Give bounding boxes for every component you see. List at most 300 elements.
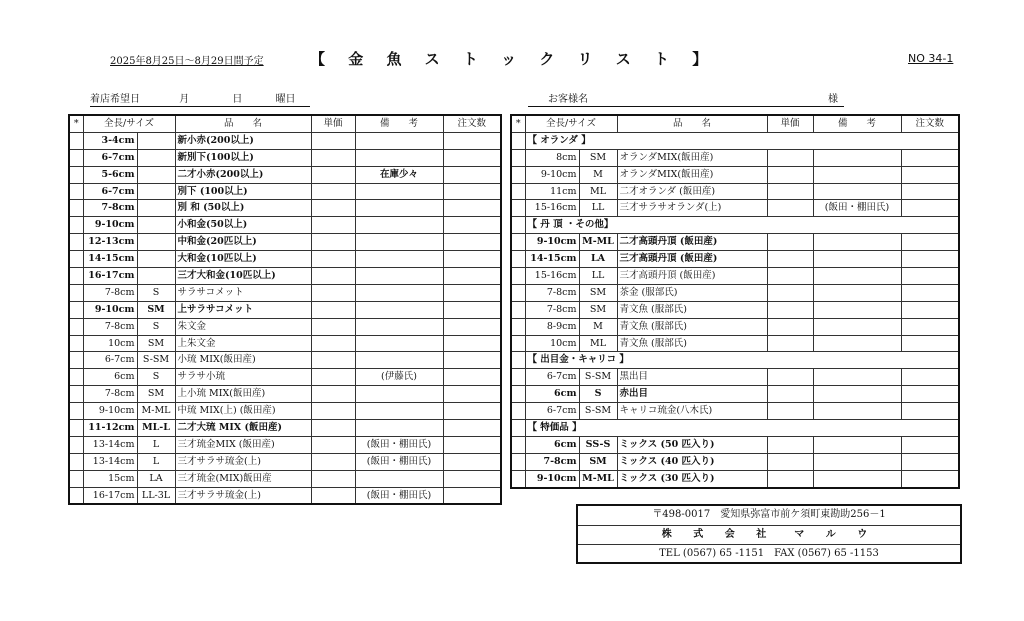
star-cell — [69, 301, 83, 318]
order-qty-cell[interactable] — [443, 386, 501, 403]
size-cell — [137, 251, 175, 268]
period-text: 2025年8月25日～8月29日間予定 — [110, 56, 264, 67]
price-cell[interactable] — [767, 436, 813, 453]
note-cell — [355, 200, 443, 217]
price-cell[interactable] — [311, 386, 355, 403]
length-cell: 7-8cm — [525, 453, 579, 470]
price-cell[interactable] — [311, 132, 355, 149]
size-cell: LL — [579, 200, 617, 217]
table-row — [69, 436, 501, 453]
table-row — [69, 166, 501, 183]
right-stock-table — [510, 114, 960, 489]
note-cell — [813, 436, 901, 453]
note-cell — [355, 318, 443, 335]
price-cell[interactable] — [311, 251, 355, 268]
item-name-cell: 三才琉金(MIX)飯田産 — [175, 470, 311, 487]
price-cell[interactable] — [311, 403, 355, 420]
order-qty-cell[interactable] — [443, 166, 501, 183]
section-row — [511, 132, 959, 149]
order-qty-cell[interactable] — [901, 318, 959, 335]
table-row — [69, 403, 501, 420]
star-cell — [511, 318, 525, 335]
item-name-cell: 二才オランダ (飯田産) — [617, 183, 767, 200]
note-cell — [355, 386, 443, 403]
price-cell[interactable] — [311, 352, 355, 369]
order-qty-cell[interactable] — [443, 149, 501, 166]
note-header: 備 考 — [355, 115, 443, 132]
order-qty-cell[interactable] — [901, 301, 959, 318]
star-cell — [511, 369, 525, 386]
table-row — [69, 470, 501, 487]
item-name-cell: 茶金 (服部氏) — [617, 284, 767, 301]
order-qty-cell[interactable] — [443, 335, 501, 352]
star-cell — [511, 352, 525, 369]
table-row — [69, 420, 501, 437]
size-cell: SM — [137, 301, 175, 318]
size-cell: S-SM — [137, 352, 175, 369]
price-cell[interactable] — [767, 149, 813, 166]
size-cell — [137, 217, 175, 234]
qty-header: 注文数 — [901, 115, 959, 132]
item-name-cell: 青文魚 (服部氏) — [617, 301, 767, 318]
star-cell — [69, 200, 83, 217]
note-cell — [355, 420, 443, 437]
size-cell: M-ML — [579, 470, 617, 487]
size-cell: M — [579, 318, 617, 335]
note-cell — [813, 301, 901, 318]
note-cell — [355, 217, 443, 234]
note-cell — [355, 251, 443, 268]
table-row — [511, 166, 959, 183]
size-cell: ML — [579, 335, 617, 352]
item-name-cell: 別 和 (50以上) — [175, 200, 311, 217]
item-name-cell: ミックス (30 匹入り) — [617, 470, 767, 487]
note-cell — [355, 132, 443, 149]
order-qty-cell[interactable] — [443, 369, 501, 386]
order-qty-cell[interactable] — [443, 403, 501, 420]
price-cell[interactable] — [767, 268, 813, 285]
order-qty-cell[interactable] — [443, 251, 501, 268]
order-qty-cell[interactable] — [901, 470, 959, 487]
item-name-cell: 別下 (100以上) — [175, 183, 311, 200]
price-cell[interactable] — [311, 183, 355, 200]
item-name-cell: サラサコメット — [175, 284, 311, 301]
star-cell — [69, 369, 83, 386]
star-header: * — [511, 115, 525, 132]
table-row — [69, 217, 501, 234]
item-name-cell: 三才大和金(10匹以上) — [175, 268, 311, 285]
company-name: 株 式 会 社 マ ル ウ — [578, 526, 960, 546]
size-cell — [137, 200, 175, 217]
order-qty-cell[interactable] — [443, 284, 501, 301]
price-cell[interactable] — [311, 268, 355, 285]
table-row — [69, 487, 501, 504]
order-qty-cell[interactable] — [443, 318, 501, 335]
star-cell — [511, 284, 525, 301]
table-row — [69, 284, 501, 301]
item-name-cell: 青文魚 (服部氏) — [617, 318, 767, 335]
table-row — [69, 132, 501, 149]
table-row — [69, 318, 501, 335]
length-cell: 13-14cm — [83, 436, 137, 453]
length-cell: 9-10cm — [525, 166, 579, 183]
weekday-label: 曜日 — [275, 94, 296, 105]
note-cell: (伊藤氏) — [355, 369, 443, 386]
size-cell: LA — [137, 470, 175, 487]
note-cell: 在庫少々 — [355, 166, 443, 183]
item-name-cell: サラサ小琉 — [175, 369, 311, 386]
table-header-row — [511, 115, 959, 132]
note-cell — [813, 403, 901, 420]
price-cell[interactable] — [767, 403, 813, 420]
star-cell — [69, 318, 83, 335]
price-cell[interactable] — [767, 386, 813, 403]
table-row — [511, 149, 959, 166]
note-cell — [355, 335, 443, 352]
company-phone: TEL (0567) 65 -1151 FAX (0567) 65 -1153 — [659, 548, 879, 560]
item-name-cell: 上小琉 MIX(飯田産) — [175, 386, 311, 403]
star-cell — [511, 132, 525, 149]
document-number: NO 34-1 — [908, 52, 954, 65]
note-cell — [355, 352, 443, 369]
item-name-cell: キャリコ琉金(八木氏) — [617, 403, 767, 420]
note-cell: (飯田・棚田氏) — [355, 436, 443, 453]
order-qty-cell[interactable] — [443, 132, 501, 149]
table-header-row — [69, 115, 501, 132]
order-qty-cell[interactable] — [443, 487, 501, 504]
item-name-cell: 赤出目 — [617, 386, 767, 403]
price-cell[interactable] — [767, 369, 813, 386]
length-cell: 7-8cm — [83, 284, 137, 301]
size-cell: S-SM — [579, 369, 617, 386]
star-cell — [511, 335, 525, 352]
item-name-cell: 二才大琉 MIX (飯田産) — [175, 420, 311, 437]
price-cell[interactable] — [311, 487, 355, 504]
order-qty-cell[interactable] — [443, 217, 501, 234]
table-row — [511, 335, 959, 352]
price-cell[interactable] — [767, 470, 813, 487]
price-cell[interactable] — [311, 149, 355, 166]
star-cell — [511, 420, 525, 437]
price-cell[interactable] — [311, 217, 355, 234]
table-row — [511, 318, 959, 335]
note-cell — [813, 251, 901, 268]
length-cell: 13-14cm — [83, 453, 137, 470]
order-qty-cell[interactable] — [443, 268, 501, 285]
length-cell: 6cm — [525, 386, 579, 403]
length-cell: 6cm — [525, 436, 579, 453]
table-row — [69, 369, 501, 386]
length-cell: 14-15cm — [525, 251, 579, 268]
star-cell — [69, 166, 83, 183]
price-cell[interactable] — [311, 318, 355, 335]
order-qty-cell[interactable] — [901, 403, 959, 420]
price-cell[interactable] — [311, 301, 355, 318]
size-cell: SM — [579, 149, 617, 166]
order-qty-cell[interactable] — [901, 436, 959, 453]
length-cell: 12-13cm — [83, 234, 137, 251]
table-row — [511, 183, 959, 200]
price-cell[interactable] — [311, 166, 355, 183]
price-cell[interactable] — [767, 318, 813, 335]
note-cell: (飯田・棚田氏) — [355, 487, 443, 504]
size-cell: L — [137, 436, 175, 453]
order-qty-cell[interactable] — [901, 251, 959, 268]
length-cell: 7-8cm — [525, 284, 579, 301]
size-cell — [137, 149, 175, 166]
price-cell[interactable] — [767, 335, 813, 352]
size-cell: LL — [579, 268, 617, 285]
table-row — [69, 200, 501, 217]
item-name-cell: 三才サラサ琉金(上) — [175, 453, 311, 470]
size-cell: SM — [579, 284, 617, 301]
size-cell: S-SM — [579, 403, 617, 420]
size-cell: ML-L — [137, 420, 175, 437]
item-name-cell: 三才サラサオランダ(上) — [617, 200, 767, 217]
table-row — [69, 386, 501, 403]
length-cell: 6cm — [83, 369, 137, 386]
order-qty-cell[interactable] — [901, 386, 959, 403]
price-cell[interactable] — [311, 234, 355, 251]
price-cell[interactable] — [767, 234, 813, 251]
order-qty-cell[interactable] — [443, 234, 501, 251]
length-cell: 11-12cm — [83, 420, 137, 437]
star-cell — [69, 335, 83, 352]
size-cell: S — [137, 369, 175, 386]
note-cell — [813, 284, 901, 301]
note-cell — [355, 234, 443, 251]
length-cell: 6-7cm — [525, 403, 579, 420]
price-cell[interactable] — [767, 183, 813, 200]
size-cell: LA — [579, 251, 617, 268]
price-cell[interactable] — [767, 166, 813, 183]
star-cell — [511, 470, 525, 487]
star-cell — [511, 200, 525, 217]
size-cell: LL-3L — [137, 487, 175, 504]
section-row — [511, 217, 959, 234]
price-cell[interactable] — [311, 470, 355, 487]
price-cell[interactable] — [311, 420, 355, 437]
table-row — [69, 149, 501, 166]
name-header: 品 名 — [617, 115, 767, 132]
price-cell[interactable] — [767, 453, 813, 470]
section-label: 【 出目金・キャリコ 】 — [525, 352, 959, 369]
size-cell — [137, 166, 175, 183]
length-cell: 5-6cm — [83, 166, 137, 183]
price-cell[interactable] — [767, 251, 813, 268]
order-qty-cell[interactable] — [443, 301, 501, 318]
length-cell: 11cm — [525, 183, 579, 200]
size-cell — [137, 268, 175, 285]
section-label: 【 オランダ 】 — [525, 132, 959, 149]
size-cell — [137, 183, 175, 200]
page-title: 【 金 魚 ス ト ッ ク リ ス ト 】 — [310, 50, 717, 68]
order-qty-cell[interactable] — [901, 453, 959, 470]
note-cell — [355, 470, 443, 487]
star-cell — [69, 251, 83, 268]
price-cell[interactable] — [767, 284, 813, 301]
note-cell — [813, 183, 901, 200]
table-row — [69, 352, 501, 369]
length-cell: 10cm — [525, 335, 579, 352]
star-cell — [511, 234, 525, 251]
star-cell — [511, 217, 525, 234]
item-name-cell: 三才サラサ琉金(上) — [175, 487, 311, 504]
length-cell: 9-10cm — [83, 217, 137, 234]
star-cell — [69, 183, 83, 200]
table-row — [511, 284, 959, 301]
star-cell — [69, 436, 83, 453]
table-row — [511, 470, 959, 487]
note-cell — [813, 166, 901, 183]
note-cell — [355, 183, 443, 200]
size-cell: S — [137, 284, 175, 301]
star-cell — [69, 487, 83, 504]
price-cell[interactable] — [311, 436, 355, 453]
length-cell: 7-8cm — [83, 318, 137, 335]
table-row — [511, 200, 959, 217]
note-cell: (飯田・棚田氏) — [355, 453, 443, 470]
customer-name-line[interactable] — [528, 90, 844, 107]
price-cell[interactable] — [311, 335, 355, 352]
order-qty-cell[interactable] — [901, 284, 959, 301]
item-name-cell: 二才高頭丹頂 (飯田産) — [617, 234, 767, 251]
note-cell — [813, 149, 901, 166]
order-qty-cell[interactable] — [443, 436, 501, 453]
arrival-date-line[interactable] — [90, 90, 310, 107]
length-cell: 9-10cm — [525, 470, 579, 487]
item-name-cell: 朱文金 — [175, 318, 311, 335]
order-qty-cell[interactable] — [901, 335, 959, 352]
price-cell[interactable] — [311, 284, 355, 301]
size-cell: SS-S — [579, 436, 617, 453]
order-qty-cell[interactable] — [901, 268, 959, 285]
star-cell — [69, 234, 83, 251]
length-cell: 9-10cm — [83, 301, 137, 318]
length-cell: 7-8cm — [525, 301, 579, 318]
note-cell — [813, 335, 901, 352]
item-name-cell: 上朱文金 — [175, 335, 311, 352]
order-qty-cell[interactable] — [443, 453, 501, 470]
item-name-cell: 三才琉金MIX (飯田産) — [175, 436, 311, 453]
item-name-cell: 三才高頭丹頂 (飯田産) — [617, 251, 767, 268]
star-cell — [511, 149, 525, 166]
note-cell — [813, 386, 901, 403]
order-qty-cell[interactable] — [443, 352, 501, 369]
order-qty-cell[interactable] — [443, 200, 501, 217]
table-row — [511, 234, 959, 251]
item-name-cell: 三才高頭丹頂 (飯田産) — [617, 268, 767, 285]
note-cell — [355, 268, 443, 285]
order-qty-cell[interactable] — [901, 200, 959, 217]
size-cell: S — [137, 318, 175, 335]
size-cell — [137, 234, 175, 251]
table-row — [511, 403, 959, 420]
table-row — [511, 436, 959, 453]
order-qty-cell[interactable] — [901, 234, 959, 251]
item-name-cell: 青文魚 (服部氏) — [617, 335, 767, 352]
table-row — [511, 251, 959, 268]
table-row — [69, 301, 501, 318]
order-qty-cell[interactable] — [901, 166, 959, 183]
left-stock-table — [68, 114, 502, 505]
size-cell: L — [137, 453, 175, 470]
note-cell — [355, 403, 443, 420]
table-row — [69, 453, 501, 470]
size-cell: M-ML — [579, 234, 617, 251]
note-cell: (飯田・棚田氏) — [813, 200, 901, 217]
length-cell: 16-17cm — [83, 268, 137, 285]
size-cell: SM — [137, 335, 175, 352]
star-header: * — [69, 115, 83, 132]
length-cell: 15-16cm — [525, 268, 579, 285]
star-cell — [511, 403, 525, 420]
star-cell — [511, 251, 525, 268]
star-cell — [69, 420, 83, 437]
item-name-cell: 上サラサコメット — [175, 301, 311, 318]
star-cell — [511, 386, 525, 403]
table-row — [511, 268, 959, 285]
star-cell — [511, 453, 525, 470]
size-cell: SM — [137, 386, 175, 403]
star-cell — [69, 352, 83, 369]
section-label: 【 特価品 】 — [525, 420, 959, 437]
note-cell — [813, 318, 901, 335]
length-cell: 15-16cm — [525, 200, 579, 217]
sama-label: 様 — [828, 94, 838, 105]
note-cell — [813, 234, 901, 251]
length-cell: 16-17cm — [83, 487, 137, 504]
length-cell: 8cm — [525, 149, 579, 166]
item-name-cell: 小和金(50以上) — [175, 217, 311, 234]
month-label: 月 — [179, 94, 190, 105]
table-row — [69, 183, 501, 200]
item-name-cell: ミックス (50 匹入り) — [617, 436, 767, 453]
length-cell: 6-7cm — [83, 149, 137, 166]
table-row — [511, 386, 959, 403]
price-cell[interactable] — [311, 453, 355, 470]
customer-label: お客様名 — [548, 94, 588, 105]
order-qty-cell[interactable] — [443, 470, 501, 487]
price-cell[interactable] — [767, 200, 813, 217]
note-cell — [813, 453, 901, 470]
price-cell[interactable] — [767, 301, 813, 318]
length-cell: 6-7cm — [83, 352, 137, 369]
table-row — [69, 251, 501, 268]
note-cell — [813, 268, 901, 285]
length-cell: 8-9cm — [525, 318, 579, 335]
price-cell[interactable] — [311, 200, 355, 217]
note-cell — [355, 301, 443, 318]
length-cell: 10cm — [83, 335, 137, 352]
size-cell: M-ML — [137, 403, 175, 420]
length-cell: 9-10cm — [525, 234, 579, 251]
order-qty-cell[interactable] — [443, 183, 501, 200]
order-qty-cell[interactable] — [901, 183, 959, 200]
order-qty-cell[interactable] — [901, 369, 959, 386]
length-cell: 6-7cm — [525, 369, 579, 386]
star-cell — [511, 183, 525, 200]
order-qty-cell[interactable] — [901, 149, 959, 166]
size-cell: SM — [579, 453, 617, 470]
star-cell — [511, 436, 525, 453]
section-row — [511, 352, 959, 369]
order-qty-cell[interactable] — [443, 420, 501, 437]
item-name-cell: 新別下(100以上) — [175, 149, 311, 166]
price-cell[interactable] — [311, 369, 355, 386]
length-cell: 6-7cm — [83, 183, 137, 200]
length-cell: 15cm — [83, 470, 137, 487]
